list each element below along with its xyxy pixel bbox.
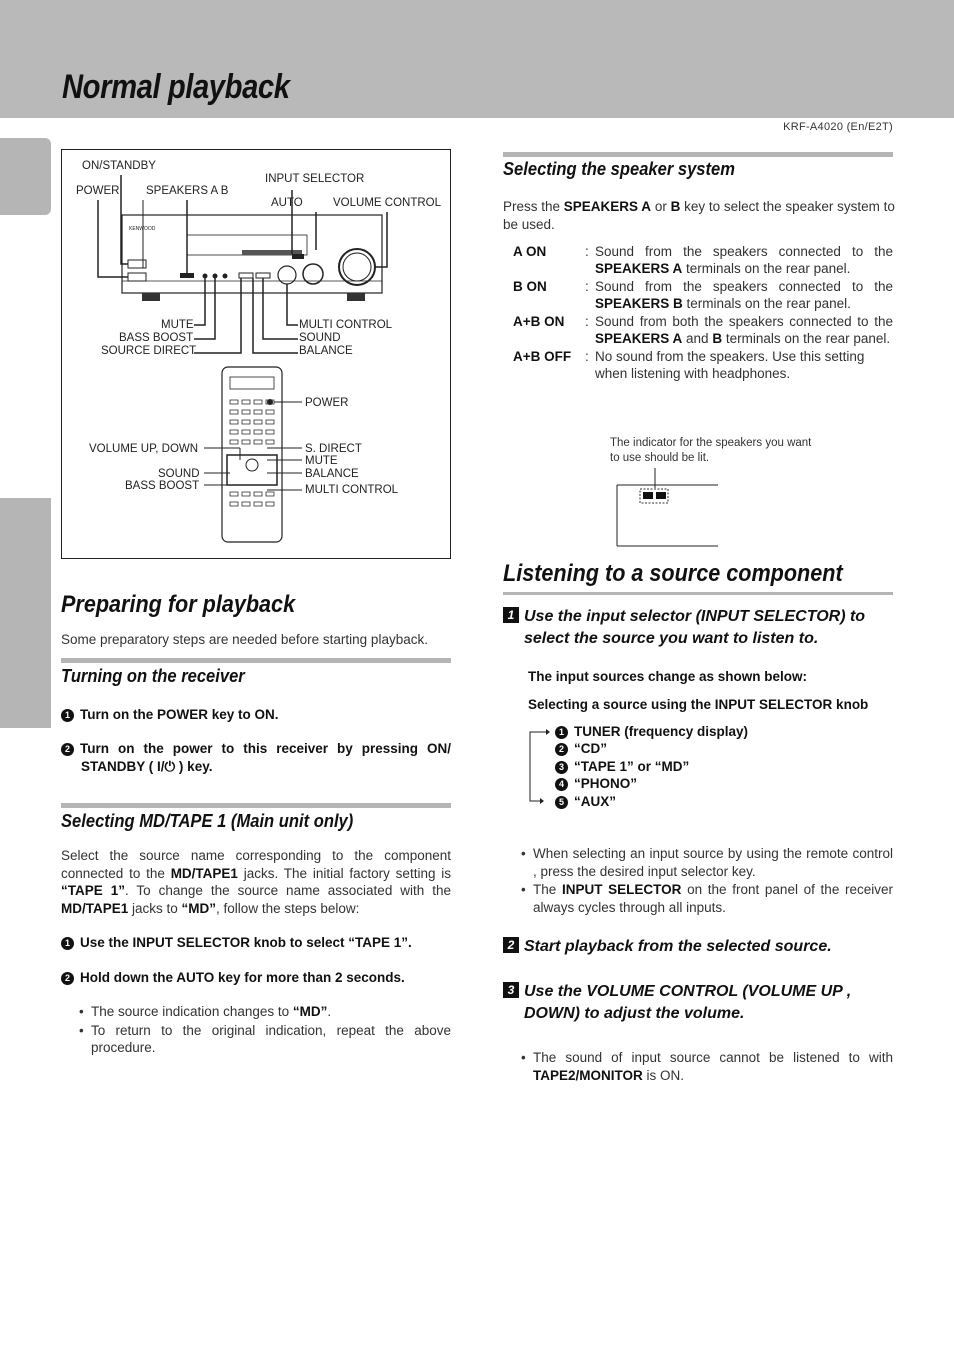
remote-label-balance: BALANCE (305, 468, 359, 480)
text-bold: MD/TAPE1 (170, 865, 238, 881)
text-bold: SPEAKERS B (595, 296, 683, 311)
remote-label-power: POWER (305, 397, 349, 409)
text-bold: B (712, 331, 723, 346)
text: Sound from the speakers connected to the (595, 279, 893, 294)
listening-step-2 (503, 936, 895, 958)
controls-figure (61, 149, 451, 559)
text: Select the source name corresponding to the component connected to the (61, 848, 451, 881)
step-number: 2 (555, 743, 568, 756)
list-item (555, 775, 748, 792)
text-bold: “TAPE 1” (61, 883, 125, 898)
speaker-intro (503, 198, 895, 233)
step-text: Hold down the AUTO key for more than 2 seconds. (80, 970, 405, 985)
text: . (327, 1004, 332, 1019)
label-mute: MUTE (161, 319, 194, 331)
label-power: POWER (76, 185, 120, 197)
rule (503, 592, 893, 595)
remote-label-mute: MUTE (305, 455, 338, 467)
step-number: 2 (503, 937, 519, 953)
list-item (521, 1049, 893, 1084)
preparing-intro: Some preparatory steps are needed before starting playback. (61, 632, 428, 647)
list-item (521, 881, 893, 916)
list-item (555, 723, 748, 740)
label-brand: KENWOOD (129, 226, 156, 232)
option-desc (595, 243, 893, 278)
text: is ON. (642, 1067, 685, 1083)
list-item: • When selecting an input source by using the remote control , press the desired input selector key. (521, 845, 893, 880)
text: or (651, 199, 671, 214)
step-text: Use the input selector (INPUT SELECTOR) to select the source you want to listen to. (524, 608, 866, 647)
rule (61, 803, 451, 808)
speaker-a-indicator (643, 492, 653, 499)
text: Sound from both the speakers connected to the (595, 314, 893, 329)
step-number: 2 (61, 743, 74, 756)
option-key: B ON (513, 279, 547, 294)
md-tape-notes (79, 1003, 451, 1057)
rule (61, 658, 451, 663)
step-number: 1 (61, 709, 74, 722)
text: jacks. The initial factory setting is (237, 865, 451, 881)
md-tape-heading: Selecting MD/TAPE 1 (Main unit only) (61, 811, 354, 831)
text: . To change the source name associated with the (124, 883, 451, 898)
remote-label-volume: VOLUME UP, DOWN (89, 443, 199, 455)
text-bold: “MD” (292, 1004, 328, 1019)
label-sound: SOUND (299, 332, 341, 344)
text: “PHONO” (574, 776, 638, 792)
option-desc: No sound from the speakers. Use this setting when listening with headphones. (595, 349, 865, 381)
sources-note: The input sources change as shown below: (528, 669, 808, 684)
text: The source indication changes to (91, 1004, 293, 1019)
list-item (79, 1003, 451, 1021)
turning-on-step-2 (61, 740, 451, 776)
option-key: A ON (513, 244, 547, 259)
step-text: Start playback from the selected source. (524, 938, 832, 955)
text-bold: B (670, 199, 681, 214)
indicator-note: The indicator for the speakers you want to use should be lit. (610, 437, 812, 464)
option-desc (595, 313, 893, 348)
md-tape-step-1 (61, 934, 453, 952)
text: terminals on the rear panel. (682, 261, 851, 276)
speaker-options-table (503, 243, 893, 382)
md-tape-step-2 (61, 969, 453, 987)
step-text: Turn on the POWER key to ON. (80, 707, 279, 722)
step-text: Use the INPUT SELECTOR knob to select “TAPE 1”. (80, 935, 412, 950)
step-text: Turn on the power to this receiver by pressing ON/ STANDBY ( I/⏻ ) key. (80, 741, 451, 774)
step-number: 1 (555, 726, 568, 739)
label-balance: BALANCE (299, 345, 353, 357)
label-auto: AUTO (271, 197, 303, 209)
colon: : (585, 244, 589, 259)
table-row (503, 313, 893, 348)
step-text: Use the VOLUME CONTROL (VOLUME UP , DOWN) to adjust the volume. (524, 983, 852, 1022)
text: and (682, 331, 713, 346)
step-number: 1 (503, 607, 519, 623)
table-row (503, 278, 893, 313)
text: Sound from the speakers connected to the (595, 244, 893, 259)
label-multi-control: MULTI CONTROL (299, 319, 393, 331)
md-tape-paragraph (61, 847, 451, 917)
step-number: 5 (555, 796, 568, 809)
list-item (555, 740, 748, 757)
turning-on-step-1 (61, 706, 451, 724)
text: The sound of input source cannot be listened to with (533, 1050, 893, 1065)
text-bold: TAPE2/MONITOR (533, 1067, 643, 1083)
text-bold: “MD” (181, 900, 217, 916)
preparing-heading: Preparing for playback (61, 591, 296, 618)
side-tab-top (0, 138, 51, 215)
text-bold: SPEAKERS A (595, 261, 683, 276)
text: The (533, 882, 562, 897)
speaker-heading: Selecting the speaker system (503, 159, 735, 179)
side-tab-bottom (0, 498, 51, 728)
option-key: A+B OFF (513, 349, 572, 364)
table-row (503, 243, 893, 278)
remote-label-sound: SOUND (158, 468, 200, 480)
turning-on-heading: Turning on the receiver (61, 666, 245, 686)
colon: : (585, 314, 589, 329)
text: terminals on the rear panel. (682, 296, 851, 311)
step-number: 3 (503, 982, 519, 998)
volume-notes (521, 1049, 893, 1084)
label-speakers-ab: SPEAKERS A B (146, 185, 229, 197)
text: “AUX” (574, 793, 617, 809)
sources-note-2: Selecting a source using the INPUT SELECTOR knob (528, 697, 869, 712)
source-list (555, 723, 748, 810)
step-number: 2 (61, 972, 74, 985)
model-number: KRF-A4020 (En/E2T) (783, 121, 893, 133)
text: “TAPE 1” or “MD” (574, 758, 690, 774)
table-row (503, 348, 893, 382)
rule (503, 152, 893, 157)
text: TUNER (frequency display) (574, 724, 749, 739)
text: key to select the speaker system to be used. (503, 199, 895, 232)
label-bass-boost: BASS BOOST (119, 332, 194, 344)
remote-label-s-direct: S. DIRECT (305, 443, 362, 455)
listening-step-1 (503, 606, 895, 650)
text-bold: INPUT SELECTOR (561, 882, 682, 897)
cycle-arrow (528, 728, 552, 808)
text-bold: MD/TAPE1 (61, 900, 129, 916)
speaker-indicator-diagram (616, 466, 726, 548)
step-number: 4 (555, 778, 568, 791)
option-key: A+B ON (513, 314, 565, 329)
listening-notes (521, 845, 893, 916)
text: “CD” (574, 741, 607, 757)
list-item: • To return to the original indication, repeat the above procedure. (79, 1022, 451, 1057)
colon: : (585, 349, 589, 364)
label-volume-control: VOLUME CONTROL (333, 197, 441, 209)
text: on the front panel of the receiver always cycles through all inputs. (533, 882, 894, 915)
text: jacks to (128, 900, 182, 916)
list-item (555, 793, 748, 810)
option-desc (595, 278, 893, 313)
listening-step-3 (503, 981, 895, 1025)
text: Press the (503, 199, 564, 214)
step-number: 1 (61, 937, 74, 950)
label-source-direct: SOURCE DIRECT (101, 345, 197, 357)
text: terminals on the rear panel. (722, 331, 891, 346)
label-on-standby: ON/STANDBY (82, 160, 156, 172)
colon: : (585, 279, 589, 294)
listening-heading: Listening to a source component (503, 560, 843, 587)
remote-label-multi-control: MULTI CONTROL (305, 484, 399, 496)
remote-label-bass-boost: BASS BOOST (125, 480, 200, 492)
text: , follow the steps below: (216, 900, 360, 916)
speaker-b-indicator (656, 492, 666, 499)
text-bold: SPEAKERS A (595, 331, 683, 346)
label-input-selector: INPUT SELECTOR (265, 173, 365, 185)
text-bold: SPEAKERS A (563, 199, 652, 214)
list-item (555, 758, 748, 775)
step-number: 3 (555, 761, 568, 774)
page-title: Normal playback (62, 68, 290, 106)
